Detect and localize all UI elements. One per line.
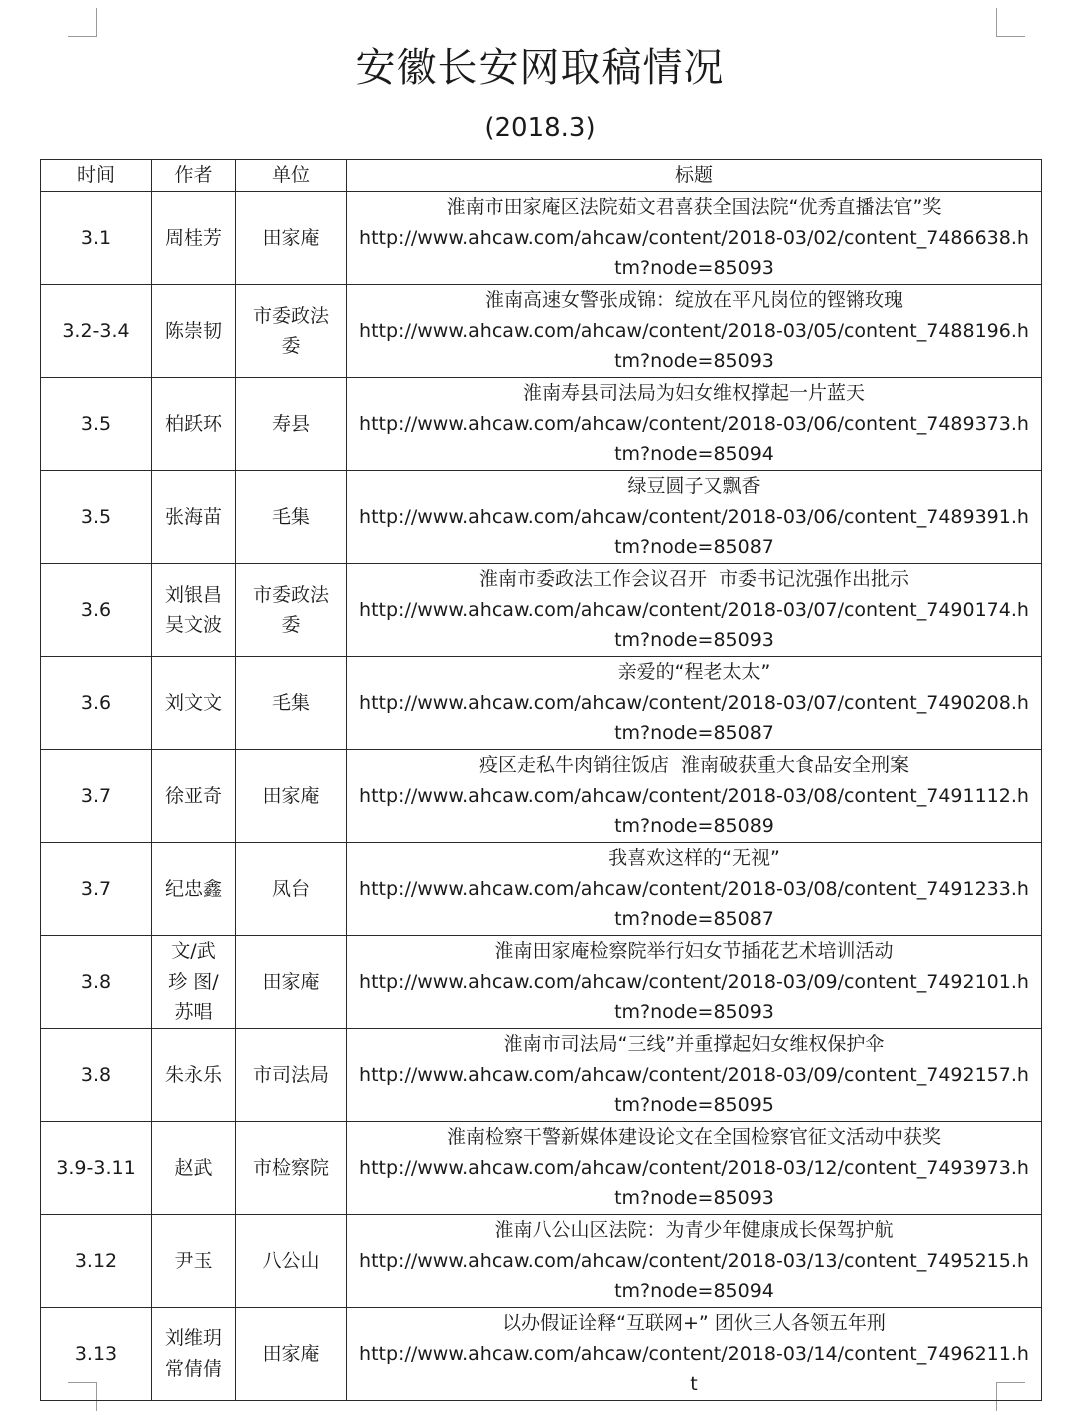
cell-title [347,1308,1042,1401]
cell-unit: 田家庵 [236,936,347,1029]
article-url: http://www.ahcaw.com/ahcaw/content/2018-03/14/content_7496211.ht [359,1342,1029,1395]
cell-unit: 八公山 [236,1215,347,1308]
cell-author: 朱永乐 [152,1029,236,1122]
article-url: http://www.ahcaw.com/ahcaw/content/2018-03/07/content_7490174.htm?node=85093 [359,598,1029,652]
article-url: http://www.ahcaw.com/ahcaw/content/2018-03/06/content_7489391.htm?node=85087 [359,505,1029,559]
cell-unit: 市检察院 [236,1122,347,1215]
article-url: http://www.ahcaw.com/ahcaw/content/2018-03/05/content_7488196.htm?node=85093 [359,319,1029,373]
cell-time: 3.8 [41,936,152,1029]
cell-author: 张海苗 [152,471,236,564]
table-row [41,1122,1042,1215]
article-title: 淮南寿县司法局为妇女维权撑起一片蓝天 [522,382,865,405]
table-row [41,285,1042,378]
cell-time: 3.6 [41,564,152,657]
table-row [41,1308,1042,1401]
cell-unit: 田家庵 [236,1308,347,1401]
header-title: 标题 [347,160,1042,192]
table-row [41,936,1042,1029]
crop-mark-top-right [996,8,1025,37]
cell-author: 柏跃环 [152,378,236,471]
cell-title [347,657,1042,750]
article-title: 淮南八公山区法院：为青少年健康成长保驾护航 [494,1219,894,1242]
cell-title [347,843,1042,936]
header-time: 时间 [41,160,152,192]
header-author: 作者 [152,160,236,192]
cell-unit: 市委政法委 [236,564,347,657]
article-url: http://www.ahcaw.com/ahcaw/content/2018-03/13/content_7495215.htm?node=85094 [359,1249,1029,1303]
cell-time: 3.7 [41,843,152,936]
article-url: http://www.ahcaw.com/ahcaw/content/2018-03/08/content_7491112.htm?node=85089 [359,784,1029,838]
cell-title [347,192,1042,285]
article-title: 淮南市田家庵区法院茹文君喜获全国法院“优秀直播法官”奖 [446,196,942,219]
cell-time: 3.1 [41,192,152,285]
cell-author: 纪忠鑫 [152,843,236,936]
cell-author: 刘维玥 常倩倩 [152,1308,236,1401]
document-subtitle: (2018.3) [484,113,596,143]
cell-title [347,378,1042,471]
article-title: 淮南田家庵检察院举行妇女节插花艺术培训活动 [494,940,894,963]
article-title: 绿豆圆子又飘香 [627,475,761,498]
article-url: http://www.ahcaw.com/ahcaw/content/2018-03/02/content_7486638.htm?node=85093 [359,226,1029,280]
cell-author: 刘银昌 吴文波 [152,564,236,657]
article-title: 淮南市司法局“三线”并重撑起妇女维权保护伞 [503,1033,885,1056]
table-row [41,192,1042,285]
cell-title [347,936,1042,1029]
cell-author: 陈崇韧 [152,285,236,378]
article-title: 以办假证诠释“互联网+” 团伙三人各领五年刑 [502,1312,886,1334]
article-title: 淮南高速女警张成锦：绽放在平凡岗位的铿锵玫瑰 [484,289,903,312]
article-url: http://www.ahcaw.com/ahcaw/content/2018-03/07/content_7490208.htm?node=85087 [359,691,1029,745]
article-url: http://www.ahcaw.com/ahcaw/content/2018-03/12/content_7493973.htm?node=85093 [359,1156,1029,1210]
table-row [41,378,1042,471]
table-row [41,657,1042,750]
article-title: 亲爱的“程老太太” [617,661,771,684]
crop-mark-top-left [68,8,97,37]
cell-author: 赵武 [152,1122,236,1215]
cell-unit: 寿县 [236,378,347,471]
document-title: 安徽长安网取稿情况 [355,45,725,91]
cell-author: 周桂芳 [152,192,236,285]
article-title: 我喜欢这样的“无视” [608,847,780,870]
cell-unit: 田家庵 [236,750,347,843]
cell-time: 3.5 [41,378,152,471]
table-row [41,1215,1042,1308]
cell-title [347,1122,1042,1215]
article-title: 疫区走私牛肉销往饭店 淮南破获重大食品安全刑案 [478,754,910,777]
cell-time: 3.12 [41,1215,152,1308]
article-url: http://www.ahcaw.com/ahcaw/content/2018-03/06/content_7489373.htm?node=85094 [359,412,1029,466]
table-row [41,564,1042,657]
cell-author: 徐亚奇 [152,750,236,843]
cell-author: 文/武珍 图/苏唱 [152,936,236,1029]
cell-time: 3.5 [41,471,152,564]
header-unit: 单位 [236,160,347,192]
article-url: http://www.ahcaw.com/ahcaw/content/2018-03/09/content_7492157.htm?node=85095 [359,1063,1029,1117]
table-row [41,471,1042,564]
submissions-table [40,159,1042,1401]
cell-time: 3.6 [41,657,152,750]
article-title: 淮南检察干警新媒体建设论文在全国检察官征文活动中获奖 [446,1126,941,1149]
table-row [41,1029,1042,1122]
table-row [41,750,1042,843]
article-url: http://www.ahcaw.com/ahcaw/content/2018-03/09/content_7492101.htm?node=85093 [359,970,1029,1024]
cell-unit: 市司法局 [236,1029,347,1122]
article-url: http://www.ahcaw.com/ahcaw/content/2018-03/08/content_7491233.htm?node=85087 [359,877,1029,931]
cell-title [347,750,1042,843]
cell-time: 3.13 [41,1308,152,1401]
cell-author: 尹玉 [152,1215,236,1308]
cell-title [347,471,1042,564]
article-title: 淮南市委政法工作会议召开 市委书记沈强作出批示 [478,568,910,591]
cell-time: 3.7 [41,750,152,843]
cell-unit: 毛集 [236,471,347,564]
cell-title [347,564,1042,657]
cell-unit: 田家庵 [236,192,347,285]
cell-unit: 毛集 [236,657,347,750]
cell-title [347,1215,1042,1308]
cell-time: 3.9-3.11 [41,1122,152,1215]
cell-unit: 凤台 [236,843,347,936]
cell-time: 3.8 [41,1029,152,1122]
cell-author: 刘文文 [152,657,236,750]
cell-unit: 市委政法委 [236,285,347,378]
table-header-row [41,160,1042,192]
table-row [41,843,1042,936]
cell-title [347,285,1042,378]
cell-time: 3.2-3.4 [41,285,152,378]
cell-title [347,1029,1042,1122]
